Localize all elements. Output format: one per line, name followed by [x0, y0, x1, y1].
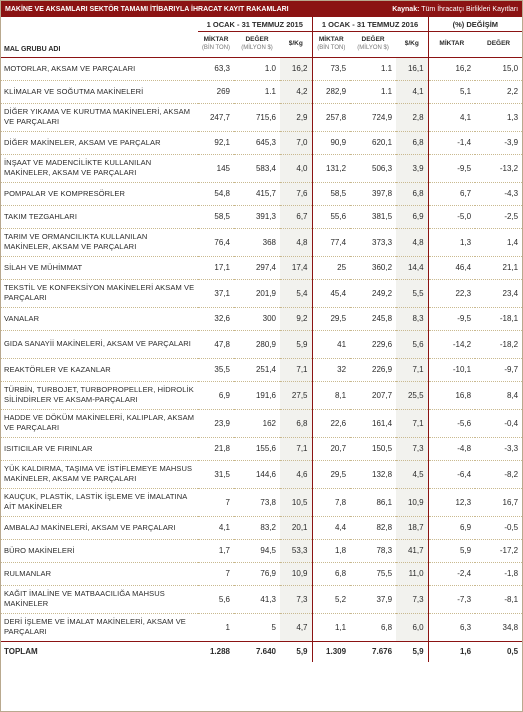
table-row: [1, 613, 522, 641]
cell-deger-2016: 506,3: [350, 154, 396, 182]
cell-deger-2015: 300: [234, 307, 280, 330]
cell-kg-2015: 6,7: [280, 205, 312, 228]
cell-kg-2015: 6,8: [280, 409, 312, 437]
cell-miktar-2016: 22,6: [312, 409, 350, 437]
cell-change-miktar: -9,5: [428, 307, 475, 330]
table-row: [1, 205, 522, 228]
cell-change-miktar: 16,8: [428, 381, 475, 409]
col-deger-2016-label: DEĞER: [361, 36, 385, 44]
cell-miktar-2016: 20,7: [312, 437, 350, 460]
cell-miktar-2015: 247,7: [198, 103, 234, 131]
cell-change-deger: 16,7: [475, 488, 522, 516]
cell-deger-2016: 249,2: [350, 279, 396, 307]
total-m16: 1.309: [312, 641, 350, 662]
cell-miktar-2016: 1,8: [312, 539, 350, 562]
row-group-name: TEKSTİL VE KONFEKSİYON MAKİNELERİ AKSAM VE PARÇALARI: [1, 279, 198, 307]
row-group-name: REAKTÖRLER VE KAZANLAR: [1, 358, 198, 381]
table-row: [1, 103, 522, 131]
cell-change-deger: 23,4: [475, 279, 522, 307]
table-row: [1, 460, 522, 488]
row-group-name: TAKIM TEZGAHLARI: [1, 205, 198, 228]
cell-change-miktar: 5,1: [428, 80, 475, 103]
cell-kg-2016: 7,1: [396, 409, 428, 437]
col-miktar-2015: [198, 32, 234, 58]
cell-change-deger: -18,1: [475, 307, 522, 330]
cell-kg-2015: 7,0: [280, 131, 312, 154]
cell-kg-2015: 4,6: [280, 460, 312, 488]
cell-kg-2015: 2,9: [280, 103, 312, 131]
cell-miktar-2015: 6,9: [198, 381, 234, 409]
cell-miktar-2015: 37,1: [198, 279, 234, 307]
cell-change-deger: 8,4: [475, 381, 522, 409]
row-group-name: DİĞER MAKİNELER, AKSAM VE PARÇALAR: [1, 131, 198, 154]
cell-change-deger: 34,8: [475, 613, 522, 641]
cell-miktar-2015: 23,9: [198, 409, 234, 437]
cell-kg-2016: 3,9: [396, 154, 428, 182]
cell-miktar-2015: 31,5: [198, 460, 234, 488]
cell-kg-2016: 5,5: [396, 279, 428, 307]
total-k15: 5,9: [280, 641, 312, 662]
row-group-name: DERİ İŞLEME VE İMALAT MAKİNELERİ, AKSAM VE PARÇALARI: [1, 613, 198, 641]
row-group-name: BÜRO MAKİNELERİ: [1, 539, 198, 562]
cell-miktar-2015: 1: [198, 613, 234, 641]
cell-change-miktar: 12,3: [428, 488, 475, 516]
cell-kg-2015: 16,2: [280, 57, 312, 80]
cell-miktar-2015: 5,6: [198, 585, 234, 613]
table-row: [1, 516, 522, 539]
row-group-name: TÜRBİN, TURBOJET, TURBOPROPELLER, HİDROLİK SİLİNDİRLER VE AKSAM-PARÇALARI: [1, 381, 198, 409]
cell-kg-2015: 7,1: [280, 437, 312, 460]
cell-change-deger: -3,9: [475, 131, 522, 154]
cell-miktar-2016: 29,5: [312, 460, 350, 488]
cell-deger-2015: 645,3: [234, 131, 280, 154]
total-m15: 1.288: [198, 641, 234, 662]
table-row: [1, 279, 522, 307]
col-deger-2016: [350, 32, 396, 58]
cell-kg-2016: 25,5: [396, 381, 428, 409]
table-row: [1, 80, 522, 103]
cell-deger-2016: 6,8: [350, 613, 396, 641]
cell-deger-2015: 76,9: [234, 562, 280, 585]
source-text: Tüm İhracatçı Birlikleri Kayıtları: [421, 5, 519, 13]
period-header-row: [1, 17, 522, 32]
row-group-name: MOTORLAR, AKSAM VE PARÇALARI: [1, 57, 198, 80]
cell-miktar-2015: 4,1: [198, 516, 234, 539]
cell-change-miktar: 16,2: [428, 57, 475, 80]
table-title: MAKİNE VE AKSAMLARI SEKTÖR TAMAMI İTİBARIYLA İHRACAT KAYIT RAKAMLARI: [1, 1, 350, 17]
row-group-name: KAĞIT İMALİNE VE MATBAACILIĞA MAHSUS MAKİNELER: [1, 585, 198, 613]
cell-miktar-2016: 282,9: [312, 80, 350, 103]
cell-deger-2016: 360,2: [350, 256, 396, 279]
cell-deger-2015: 155,6: [234, 437, 280, 460]
cell-deger-2015: 415,7: [234, 182, 280, 205]
col-deger-2016-unit: (MİLYON $): [357, 45, 389, 52]
cell-kg-2016: 41,7: [396, 539, 428, 562]
table-row: [1, 154, 522, 182]
cell-deger-2016: 724,9: [350, 103, 396, 131]
cell-change-miktar: 6,9: [428, 516, 475, 539]
cell-change-deger: 2,2: [475, 80, 522, 103]
period-2015: 1 OCAK - 31 TEMMUZ 2015: [198, 17, 312, 32]
row-group-name: İNŞAAT VE MADENCİLİKTE KULLANILAN MAKİNELER, AKSAM VE PARÇALARI: [1, 154, 198, 182]
cell-miktar-2015: 145: [198, 154, 234, 182]
cell-deger-2015: 1.1: [234, 80, 280, 103]
cell-change-miktar: -5,6: [428, 409, 475, 437]
cell-miktar-2016: 29,5: [312, 307, 350, 330]
cell-change-miktar: -9,5: [428, 154, 475, 182]
cell-kg-2016: 7,1: [396, 358, 428, 381]
cell-kg-2015: 7,6: [280, 182, 312, 205]
total-d16: 7.676: [350, 641, 396, 662]
cell-kg-2016: 11,0: [396, 562, 428, 585]
cell-deger-2016: 381,5: [350, 205, 396, 228]
cell-kg-2016: 14,4: [396, 256, 428, 279]
cell-miktar-2016: 58,5: [312, 182, 350, 205]
total-change-miktar: 1,6: [428, 641, 475, 662]
cell-deger-2015: 391,3: [234, 205, 280, 228]
row-group-name: AMBALAJ MAKİNELERİ, AKSAM VE PARÇALARI: [1, 516, 198, 539]
row-group-name: SİLAH VE MÜHİMMAT: [1, 256, 198, 279]
cell-miktar-2015: 54,8: [198, 182, 234, 205]
cell-change-miktar: -2,4: [428, 562, 475, 585]
total-d15: 7.640: [234, 641, 280, 662]
total-row: [1, 641, 522, 662]
cell-miktar-2015: 269: [198, 80, 234, 103]
cell-kg-2015: 4,0: [280, 154, 312, 182]
table-row: [1, 228, 522, 256]
cell-change-deger: -3,3: [475, 437, 522, 460]
table-row: [1, 182, 522, 205]
cell-change-deger: 1,4: [475, 228, 522, 256]
cell-deger-2016: 78,3: [350, 539, 396, 562]
cell-change-deger: -2,5: [475, 205, 522, 228]
cell-miktar-2015: 1,7: [198, 539, 234, 562]
cell-change-miktar: 5,9: [428, 539, 475, 562]
cell-miktar-2015: 92,1: [198, 131, 234, 154]
table-row: [1, 437, 522, 460]
cell-kg-2016: 7,3: [396, 585, 428, 613]
cell-kg-2016: 18,7: [396, 516, 428, 539]
cell-deger-2015: 94,5: [234, 539, 280, 562]
cell-change-miktar: 6,7: [428, 182, 475, 205]
cell-deger-2016: 226,9: [350, 358, 396, 381]
cell-kg-2015: 10,5: [280, 488, 312, 516]
cell-miktar-2015: 7: [198, 488, 234, 516]
cell-change-miktar: 4,1: [428, 103, 475, 131]
total-change-deger: 0,5: [475, 641, 522, 662]
cell-deger-2016: 75,5: [350, 562, 396, 585]
col-miktar-2016-unit: (BİN TON): [317, 45, 346, 52]
export-table: [1, 1, 522, 662]
cell-deger-2016: 1.1: [350, 80, 396, 103]
cell-kg-2015: 9,2: [280, 307, 312, 330]
cell-deger-2015: 5: [234, 613, 280, 641]
row-group-name: GIDA SANAYİİ MAKİNELERİ, AKSAM VE PARÇALARI: [1, 330, 198, 358]
cell-kg-2016: 5,6: [396, 330, 428, 358]
cell-change-deger: 1,3: [475, 103, 522, 131]
period-2016: 1 OCAK - 31 TEMMUZ 2016: [312, 17, 428, 32]
cell-miktar-2015: 47,8: [198, 330, 234, 358]
cell-kg-2016: 4,5: [396, 460, 428, 488]
cell-change-miktar: 6,3: [428, 613, 475, 641]
table-row: [1, 307, 522, 330]
cell-deger-2015: 715,6: [234, 103, 280, 131]
cell-deger-2016: 132,8: [350, 460, 396, 488]
cell-miktar-2016: 45,4: [312, 279, 350, 307]
row-group-name: KLİMALAR VE SOĞUTMA MAKİNELERİ: [1, 80, 198, 103]
cell-deger-2016: 373,3: [350, 228, 396, 256]
cell-deger-2015: 368: [234, 228, 280, 256]
cell-miktar-2016: 8,1: [312, 381, 350, 409]
row-group-name: RULMANLAR: [1, 562, 198, 585]
col-deger-2015: [234, 32, 280, 58]
source-note: [350, 1, 522, 17]
cell-miktar-2016: 90,9: [312, 131, 350, 154]
cell-deger-2015: 73,8: [234, 488, 280, 516]
cell-change-deger: -8,1: [475, 585, 522, 613]
cell-kg-2015: 5,4: [280, 279, 312, 307]
cell-deger-2016: 1.1: [350, 57, 396, 80]
cell-miktar-2016: 41: [312, 330, 350, 358]
cell-kg-2016: 2,8: [396, 103, 428, 131]
cell-change-deger: -0,5: [475, 516, 522, 539]
row-group-name: VANALAR: [1, 307, 198, 330]
table-row: [1, 381, 522, 409]
col-deger-2015-label: DEĞER: [245, 36, 269, 44]
cell-kg-2016: 4,8: [396, 228, 428, 256]
cell-kg-2016: 6,9: [396, 205, 428, 228]
cell-change-deger: -17,2: [475, 539, 522, 562]
row-group-name: POMPALAR VE KOMPRESÖRLER: [1, 182, 198, 205]
cell-deger-2015: 162: [234, 409, 280, 437]
table-row: [1, 330, 522, 358]
cell-deger-2016: 397,8: [350, 182, 396, 205]
cell-change-deger: 21,1: [475, 256, 522, 279]
table-row: [1, 409, 522, 437]
cell-miktar-2015: 63,3: [198, 57, 234, 80]
cell-kg-2016: 10,9: [396, 488, 428, 516]
cell-kg-2015: 4,2: [280, 80, 312, 103]
cell-miktar-2015: 7: [198, 562, 234, 585]
cell-miktar-2015: 58,5: [198, 205, 234, 228]
col-miktar-2016-label: MİKTAR: [318, 36, 344, 44]
row-group-name: YÜK KALDIRMA, TAŞIMA VE İSTİFLEMEYE MAHSUS MAKİNELER, AKSAM VE PARÇALARI: [1, 460, 198, 488]
cell-change-deger: -1,8: [475, 562, 522, 585]
cell-kg-2016: 6,8: [396, 131, 428, 154]
cell-miktar-2016: 257,8: [312, 103, 350, 131]
cell-deger-2016: 161,4: [350, 409, 396, 437]
cell-kg-2016: 6,0: [396, 613, 428, 641]
cell-miktar-2016: 131,2: [312, 154, 350, 182]
cell-kg-2015: 17,4: [280, 256, 312, 279]
row-group-name: HADDE VE DÖKÜM MAKİNELERİ, KALIPLAR, AKSAM VE PARÇALARI: [1, 409, 198, 437]
cell-miktar-2016: 5,2: [312, 585, 350, 613]
table-row: [1, 57, 522, 80]
cell-kg-2015: 7,3: [280, 585, 312, 613]
cell-change-deger: -8,2: [475, 460, 522, 488]
cell-kg-2015: 10,9: [280, 562, 312, 585]
cell-miktar-2015: 32,6: [198, 307, 234, 330]
title-bar: [1, 1, 522, 17]
row-group-name: KAUÇUK, PLASTİK, LASTİK İŞLEME VE İMALATINA AİT MAKİNELER: [1, 488, 198, 516]
total-label: TOPLAM: [1, 641, 198, 662]
col-miktar-2016: [312, 32, 350, 58]
cell-miktar-2016: 6,8: [312, 562, 350, 585]
col-change-deger: DEĞER: [475, 32, 522, 58]
cell-miktar-2015: 21,8: [198, 437, 234, 460]
cell-kg-2016: 4,1: [396, 80, 428, 103]
cell-change-miktar: -10,1: [428, 358, 475, 381]
cell-deger-2015: 41,3: [234, 585, 280, 613]
cell-deger-2015: 297,4: [234, 256, 280, 279]
cell-kg-2015: 7,1: [280, 358, 312, 381]
cell-change-miktar: -14,2: [428, 330, 475, 358]
col-kg-2015: $/Kg: [280, 32, 312, 58]
cell-deger-2016: 620,1: [350, 131, 396, 154]
table-body: [1, 57, 522, 641]
table-row: [1, 256, 522, 279]
table-row: [1, 131, 522, 154]
column-header-row: [1, 32, 522, 58]
cell-deger-2015: 1.0: [234, 57, 280, 80]
table-row: [1, 562, 522, 585]
period-change: (%) DEĞİŞİM: [428, 17, 522, 32]
cell-deger-2015: 191,6: [234, 381, 280, 409]
cell-change-miktar: -7,3: [428, 585, 475, 613]
table-row: [1, 488, 522, 516]
cell-kg-2015: 4,8: [280, 228, 312, 256]
cell-miktar-2016: 4,4: [312, 516, 350, 539]
cell-change-deger: 15,0: [475, 57, 522, 80]
col-kg-2016: $/Kg: [396, 32, 428, 58]
cell-miktar-2016: 1,1: [312, 613, 350, 641]
col-miktar-2015-unit: (BİN TON): [201, 45, 231, 52]
cell-deger-2015: 583,4: [234, 154, 280, 182]
cell-deger-2015: 280,9: [234, 330, 280, 358]
cell-kg-2016: 8,3: [396, 307, 428, 330]
cell-kg-2015: 5,9: [280, 330, 312, 358]
table-row: [1, 358, 522, 381]
cell-miktar-2016: 7,8: [312, 488, 350, 516]
cell-change-miktar: 22,3: [428, 279, 475, 307]
cell-deger-2016: 245,8: [350, 307, 396, 330]
cell-miktar-2016: 55,6: [312, 205, 350, 228]
cell-kg-2016: 7,3: [396, 437, 428, 460]
col-change-miktar: MİKTAR: [428, 32, 475, 58]
cell-change-deger: -18,2: [475, 330, 522, 358]
cell-change-miktar: 1,3: [428, 228, 475, 256]
cell-deger-2016: 150,5: [350, 437, 396, 460]
col-miktar-2015-label: MİKTAR: [203, 36, 229, 44]
cell-miktar-2015: 76,4: [198, 228, 234, 256]
cell-change-miktar: -6,4: [428, 460, 475, 488]
cell-deger-2015: 201,9: [234, 279, 280, 307]
cell-miktar-2016: 32: [312, 358, 350, 381]
cell-deger-2015: 144,6: [234, 460, 280, 488]
row-group-name: ISITICILAR VE FIRINLAR: [1, 437, 198, 460]
col-group: MAL GRUBU ADI: [1, 32, 198, 58]
cell-change-deger: -13,2: [475, 154, 522, 182]
source-label: Kaynak:: [392, 5, 420, 13]
cell-kg-2015: 20,1: [280, 516, 312, 539]
row-group-name: TARIM VE ORMANCILIKTA KULLANILAN MAKİNELER, AKSAM VE PARÇALARI: [1, 228, 198, 256]
cell-kg-2015: 27,5: [280, 381, 312, 409]
cell-kg-2015: 53,3: [280, 539, 312, 562]
cell-deger-2016: 207,7: [350, 381, 396, 409]
cell-miktar-2016: 25: [312, 256, 350, 279]
row-group-name: DİĞER YIKAMA VE KURUTMA MAKİNELERİ, AKSAM VE PARÇALARI: [1, 103, 198, 131]
cell-deger-2016: 86,1: [350, 488, 396, 516]
cell-change-miktar: -5,0: [428, 205, 475, 228]
cell-change-deger: -9,7: [475, 358, 522, 381]
cell-deger-2016: 37,9: [350, 585, 396, 613]
cell-miktar-2015: 35,5: [198, 358, 234, 381]
cell-deger-2016: 229,6: [350, 330, 396, 358]
cell-change-miktar: -4,8: [428, 437, 475, 460]
cell-kg-2016: 16,1: [396, 57, 428, 80]
cell-kg-2015: 4,7: [280, 613, 312, 641]
cell-miktar-2015: 17,1: [198, 256, 234, 279]
col-deger-2015-unit: (MİLYON $): [241, 45, 273, 52]
total-k16: 5,9: [396, 641, 428, 662]
cell-kg-2016: 6,8: [396, 182, 428, 205]
cell-change-miktar: -1,4: [428, 131, 475, 154]
cell-change-deger: -4,3: [475, 182, 522, 205]
cell-deger-2015: 83,2: [234, 516, 280, 539]
cell-deger-2016: 82,8: [350, 516, 396, 539]
table-row: [1, 539, 522, 562]
cell-change-miktar: 46,4: [428, 256, 475, 279]
table-row: [1, 585, 522, 613]
cell-deger-2015: 251,4: [234, 358, 280, 381]
cell-miktar-2016: 77,4: [312, 228, 350, 256]
cell-miktar-2016: 73,5: [312, 57, 350, 80]
cell-change-deger: -0,4: [475, 409, 522, 437]
